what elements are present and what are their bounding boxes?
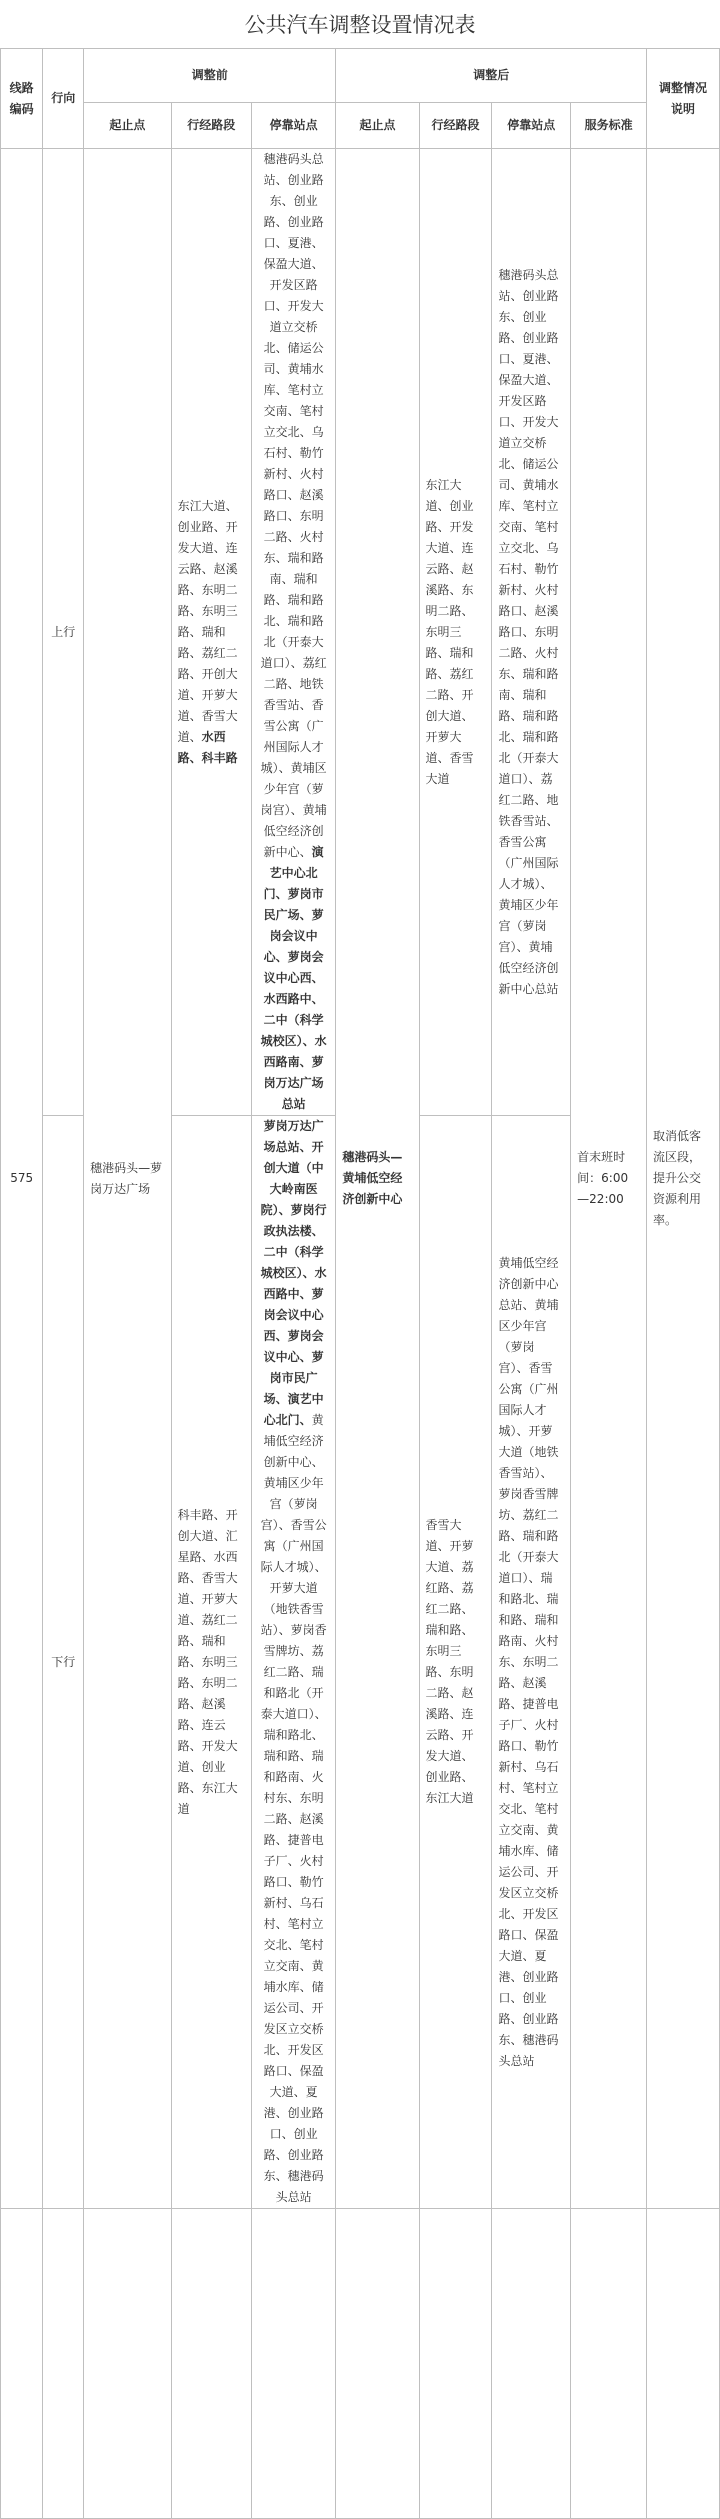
service-standard: 首末班时间：6:00—22:00 [571, 149, 647, 2209]
header-row-sub [1, 103, 720, 149]
filler-cell-6 [336, 2209, 419, 2519]
filler-cell-2 [43, 2209, 84, 2519]
filler-cell-1 [1, 2209, 43, 2519]
down-before-stops-text: 黄埔低空经济创新中心、黄埔区少年宫（萝岗宫）、香雪公寓（广州国际人才城）、开萝大道（地铁香雪站）、萝岗香雪牌坊、荔红二路、瑞和路北（开泰大道口）、瑞和路北、瑞和路、瑞和路南、火村东、东明二路、赵溪路、捷普电子厂、火村路口、勒竹新村、乌石村、笔村立交北、笔村立交南、黄埔水库、储运公司、开发区立交桥北、开发区路口、保盈大道、夏港、创业路口、创业路、创业路东、穗港码头总站 [260, 1413, 327, 2204]
header-before-stops: 停靠站点 [251, 103, 336, 149]
filler-cell-10 [647, 2209, 720, 2519]
header-before: 调整前 [84, 49, 336, 103]
up-before-stops-text: 穗港码头总站、创业路东、创业路、创业路口、夏港、保盈大道、开发区路口、开发大道立交桥北、储运公司、黄埔水库、笔村立交南、笔村立交北、乌石村、勒竹新村、火村路口、赵溪路口、东明二路、火村东、瑞和路南、瑞和路、瑞和路北、瑞和路北（开泰大道口）、荔红二路、地铁香雪站、香雪公寓（广州国际人才城）、黄埔区少年宫（萝岗宫）、黄埔低空经济创新中心、 [260, 152, 327, 859]
header-direction: 行向 [43, 49, 84, 149]
down-after-road: 香雪大道、开萝大道、荔红路、荔红二路、瑞和路、东明三路、东明二路、赵溪路、连云路、开发大道、创业路、东江大道 [419, 1116, 492, 2209]
filler-cell-8 [492, 2209, 571, 2519]
header-after-start-end: 起止点 [336, 103, 419, 149]
after-start-end: 穗港码头—黄埔低空经济创新中心 [336, 149, 419, 2209]
up-after-road: 东江大道、创业路、开发大道、连云路、赵溪路、东明二路、东明三路、瑞和路、荔红二路、开创大道、开萝大道、香雪大道 [419, 149, 492, 1116]
filler-cell-5 [251, 2209, 336, 2519]
up-before-road-bold: 水西路、科丰路 [177, 729, 238, 765]
down-before-stops-bold: 萝岗万达广场总站、开创大道（中大岭南医院）、萝岗行政执法楼、二中（科学城校区）、水西路中、萝岗会议中心西、萝岗会议中心、萝岗市民广场、演艺中心北门、 [260, 1119, 327, 1427]
down-before-road: 科丰路、开创大道、汇星路、水西路、香雪大道、开萝大道、荔红二路、瑞和路、东明三路、东明二路、赵溪路、连云路、开发大道、创业路、东江大道 [171, 1116, 251, 2209]
header-after-road: 行经路段 [419, 103, 492, 149]
header-route-code: 线路编码 [1, 49, 43, 149]
adjustment-note: 取消低客流区段，提升公交资源利用率。 [647, 149, 720, 2209]
header-service: 服务标准 [571, 103, 647, 149]
up-after-stops: 穗港码头总站、创业路东、创业路、创业路口、夏港、保盈大道、开发区路口、开发大道立交桥北、储运公司、黄埔水库、笔村立交南、笔村立交北、乌石村、勒竹新村、火村路口、赵溪路口、东明二路、火村东、瑞和路南、瑞和路、瑞和路北、瑞和路北（开泰大道口）、荔红二路、地铁香雪站、香雪公寓（广州国际人才城）、黄埔区少年宫（萝岗宫）、黄埔低空经济创新中心总站 [492, 149, 571, 1116]
header-after-stops: 停靠站点 [492, 103, 571, 149]
up-before-road [171, 149, 251, 1116]
up-before-stops [251, 149, 336, 1116]
filler-cell-7 [419, 2209, 492, 2519]
header-after: 调整后 [336, 49, 647, 103]
route-adjustment-table [0, 48, 720, 2519]
up-before-stops-bold: 演艺中心北门、萝岗市民广场、萝岗会议中心、萝岗会议中心西、水西路中、二中（科学城校区）、水西路南、萝岗万达广场总站 [260, 845, 327, 1111]
page-title: 公共汽车调整设置情况表 [244, 13, 476, 37]
direction-down: 下行 [43, 1116, 84, 2209]
filler-cell-9 [571, 2209, 647, 2519]
filler-cell-4 [171, 2209, 251, 2519]
direction-up: 上行 [43, 149, 84, 1116]
header-before-start-end: 起止点 [84, 103, 171, 149]
before-start-end: 穗港码头—萝岗万达广场 [84, 149, 171, 2209]
up-before-road-text: 东江大道、创业路、开发大道、连云路、赵溪路、东明二路、东明三路、瑞和路、荔红二路、开创大道、开萝大道、香雪大道、 [177, 498, 238, 744]
filler-cell-3 [84, 2209, 171, 2519]
down-after-stops: 黄埔低空经济创新中心总站、黄埔区少年宫（萝岗宫）、香雪公寓（广州国际人才城）、开萝大道（地铁香雪站）、萝岗香雪牌坊、荔红二路、瑞和路北（开泰大道口）、瑞和路北、瑞和路、瑞和路南、火村东、东明二路、赵溪路、捷普电子厂、火村路口、勒竹新村、乌石村、笔村立交北、笔村立交南、黄埔水库、储运公司、开发区立交桥北、开发区路口、保盈大道、夏港、创业路口、创业路、创业路东、穗港码头总站 [492, 1116, 571, 2209]
row-up [1, 149, 720, 1116]
header-row-top [1, 49, 720, 103]
row-filler [1, 2209, 720, 2519]
down-before-stops [251, 1116, 336, 2209]
route-code-cell: 575 [1, 149, 43, 2209]
header-before-road: 行经路段 [171, 103, 251, 149]
header-note: 调整情况说明 [647, 49, 720, 149]
